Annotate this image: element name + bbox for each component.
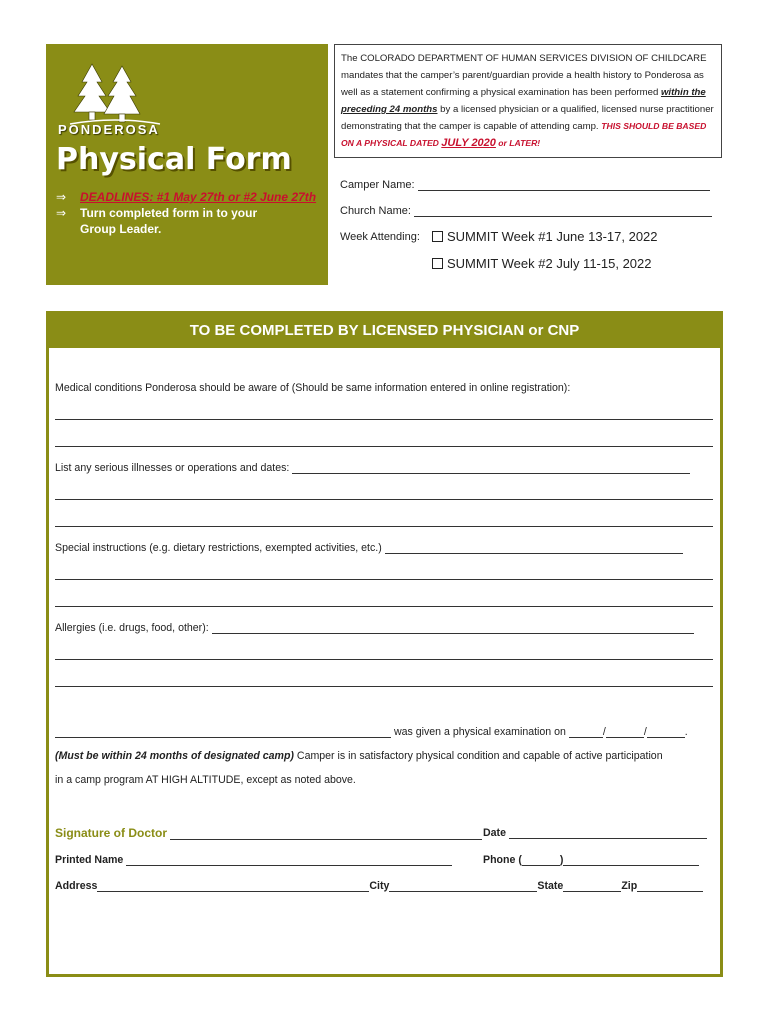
week2-option[interactable] — [432, 256, 651, 271]
exam-day-input[interactable] — [606, 726, 644, 738]
illnesses-input[interactable] — [292, 462, 690, 474]
physician-section-heading: TO BE COMPLETED BY LICENSED PHYSICIAN or CNP — [49, 314, 720, 348]
instruction-bullet — [56, 205, 316, 237]
camper-name-input[interactable] — [418, 178, 710, 191]
camper-name-exam-input[interactable] — [55, 726, 391, 738]
illnesses-label: List any serious illnesses or operations and dates: — [55, 462, 290, 474]
week-attending-label: Week Attending: — [340, 231, 420, 243]
week1-checkbox[interactable] — [432, 231, 443, 242]
allergies-line[interactable] — [55, 686, 713, 687]
exam-year-input[interactable] — [647, 726, 685, 738]
medical-conditions-line[interactable] — [55, 419, 713, 420]
illnesses-line[interactable] — [55, 499, 713, 500]
city-input[interactable] — [389, 880, 537, 892]
address-field — [55, 880, 703, 892]
state-label: State — [537, 880, 564, 892]
zip-label: Zip — [621, 880, 638, 892]
signature-input[interactable] — [170, 828, 482, 840]
notice-warning-b: or LATER! — [495, 138, 541, 148]
date-field — [483, 827, 707, 839]
phone-field — [483, 854, 699, 866]
illnesses-line[interactable] — [55, 526, 713, 527]
statement-text-1: Camper is in satisfactory physical condition and capable of active participation — [293, 750, 663, 762]
zip-input[interactable] — [637, 880, 703, 892]
allergies-line[interactable] — [55, 659, 713, 660]
arrow-right-icon: ⇒ — [56, 206, 67, 220]
date-input[interactable] — [509, 827, 707, 839]
medical-conditions-line[interactable] — [55, 446, 713, 447]
notice-warning-date: JULY 2020 — [441, 137, 496, 149]
week2-label: SUMMIT Week #2 July 11-15, 2022 — [447, 256, 652, 271]
brand-name: PONDEROSA — [58, 122, 160, 137]
page-title: Physical Form — [56, 142, 292, 177]
phone-area-input[interactable] — [522, 854, 560, 866]
week1-option[interactable] — [432, 229, 658, 244]
allergies-field — [55, 622, 694, 634]
statement-line-1 — [55, 750, 663, 762]
state-notice-box — [334, 44, 722, 158]
phone-number-input[interactable] — [563, 854, 699, 866]
arrow-right-icon: ⇒ — [56, 190, 67, 204]
exam-text: was given a physical examination on — [393, 726, 566, 738]
address-label: Address — [55, 880, 98, 892]
week2-checkbox[interactable] — [432, 258, 443, 269]
city-label: City — [369, 880, 390, 892]
allergies-input[interactable] — [212, 622, 694, 634]
statement-line-2: in a camp program AT HIGH ALTITUDE, except as noted above. — [55, 774, 356, 786]
physician-section — [46, 311, 723, 977]
instruction-text: Turn completed form in to your Group Leader. — [80, 206, 258, 236]
church-name-input[interactable] — [414, 204, 712, 217]
address-input[interactable] — [97, 880, 369, 892]
exam-month-input[interactable] — [569, 726, 603, 738]
printed-name-field — [55, 854, 452, 866]
signature-label: Signature of Doctor — [55, 826, 168, 840]
medical-conditions-label: Medical conditions Ponderosa should be aware of (Should be same information entered in online registration): — [55, 382, 571, 394]
exam-statement: was given a physical examination on / / . — [55, 726, 688, 738]
notice-warning-a: THIS SHOULD BE BASED ON A PHYSICAL DATED — [341, 121, 707, 148]
deadline-bullet — [56, 189, 316, 205]
deadline-text: DEADLINES: #1 May 27th or #2 June 27th — [80, 190, 317, 204]
printed-name-label: Printed Name — [55, 854, 124, 866]
special-instructions-line[interactable] — [55, 579, 713, 580]
signature-field — [55, 826, 482, 840]
notice-text-1: The COLORADO DEPARTMENT OF HUMAN SERVICES DIVISION OF CHILDCARE mandates that the camper’s parent/guardian provide a health history to Ponderosa as well as a statement confirming a physical examination has been performed — [341, 53, 707, 98]
camper-name-label: Camper Name: — [340, 179, 415, 191]
state-input[interactable] — [563, 880, 621, 892]
must-be-within-text: (Must be within 24 months of designated camp) — [55, 750, 294, 762]
camper-name-field — [340, 178, 710, 191]
notice-text-2: by a licensed physician or a qualified, licensed nurse practitioner demonstrating that the camper is capable of attending camp. — [341, 104, 714, 132]
church-name-field — [340, 204, 712, 217]
week1-label: SUMMIT Week #1 June 13-17, 2022 — [447, 229, 658, 244]
illnesses-field — [55, 462, 690, 474]
phone-label: Phone ( — [483, 854, 522, 866]
special-instructions-field — [55, 542, 683, 554]
phone-close-paren: ) — [559, 854, 564, 866]
church-name-label: Church Name: — [340, 205, 411, 217]
date-label: Date — [483, 827, 506, 839]
special-instructions-line[interactable] — [55, 606, 713, 607]
printed-name-input[interactable] — [126, 854, 452, 866]
special-instructions-label: Special instructions (e.g. dietary restrictions, exempted activities, etc.) — [55, 542, 382, 554]
special-instructions-input[interactable] — [385, 542, 683, 554]
notice-emphasis: within the preceding 24 months — [341, 87, 706, 115]
allergies-label: Allergies (i.e. drugs, food, other): — [55, 622, 209, 634]
